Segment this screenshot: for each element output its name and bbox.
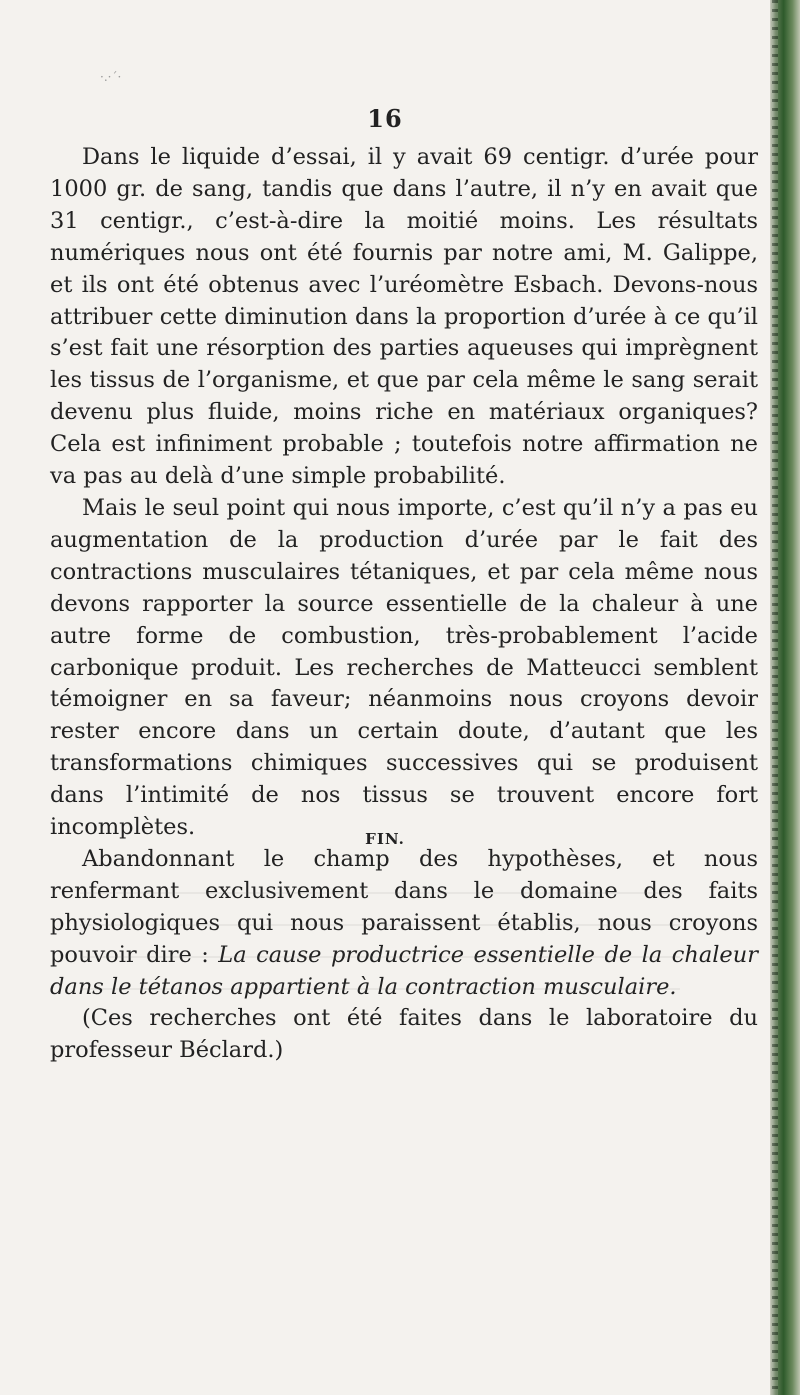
page-edge-binding [770, 0, 800, 1395]
scan-specks: ·.·´· [100, 70, 122, 84]
paragraph-1: Dans le liquide d’essai, il y avait 69 centigr. d’urée pour 1000 gr. de sang, tandis que dans l’autre, il n’y en avait que 31 centigr., c’est-à-dire la moitié moins. Les résultats numériques nous ont été fournis par notre ami, M. Galippe, et ils ont été obtenus avec l’uréomètre Esbach. Devons-nous attribuer cette diminution dans la proportion d’urée à ce qu’il s’est fait une résorption des parties aqueuses qui imprègnent les tissus de l’organisme, et que par cela même le sang serait devenu plus fluide, moins riche en matériaux organiques? Cela est infiniment probable ; toutefois notre affirmation ne va pas au delà d’une simple probabilité. [50, 144, 758, 490]
footnote-paragraph: (Ces recherches ont été faites dans le laboratoire du professeur Béclard.) [50, 1005, 758, 1064]
fin-label: FIN. [365, 830, 405, 848]
show-through-text [80, 870, 680, 990]
paragraph-2: Mais le seul point qui nous importe, c’est qu’il n’y a pas eu augmentation de la production d’urée par le fait des contractions musculaires tétaniques, et par cela même nous devons rapporter la source essentielle de la chaleur à une autre forme de combustion, très-probablement l’acide carbonique produit. Les recherches de Matteucci semblent témoigner en sa faveur; néanmoins nous croyons devoir rester encore dans un certain doute, d’autant que les transformations chimiques successives qui se produisent dans l’intimité de nos tissus se trouvent encore fort incomplètes. [50, 494, 758, 841]
conclusion-italic: La cause productrice essentielle de la chaleur dans le tétanos appartient à la contraction musculaire. [50, 941, 758, 1000]
page-number: 16 [367, 104, 403, 133]
paragraph-3-text: Abandonnant le champ des hypothèses, et nous renfermant exclusivement dans le domaine des faits physiologiques qui nous paraissent établis, nous croyons pouvoir dire : [50, 845, 758, 968]
